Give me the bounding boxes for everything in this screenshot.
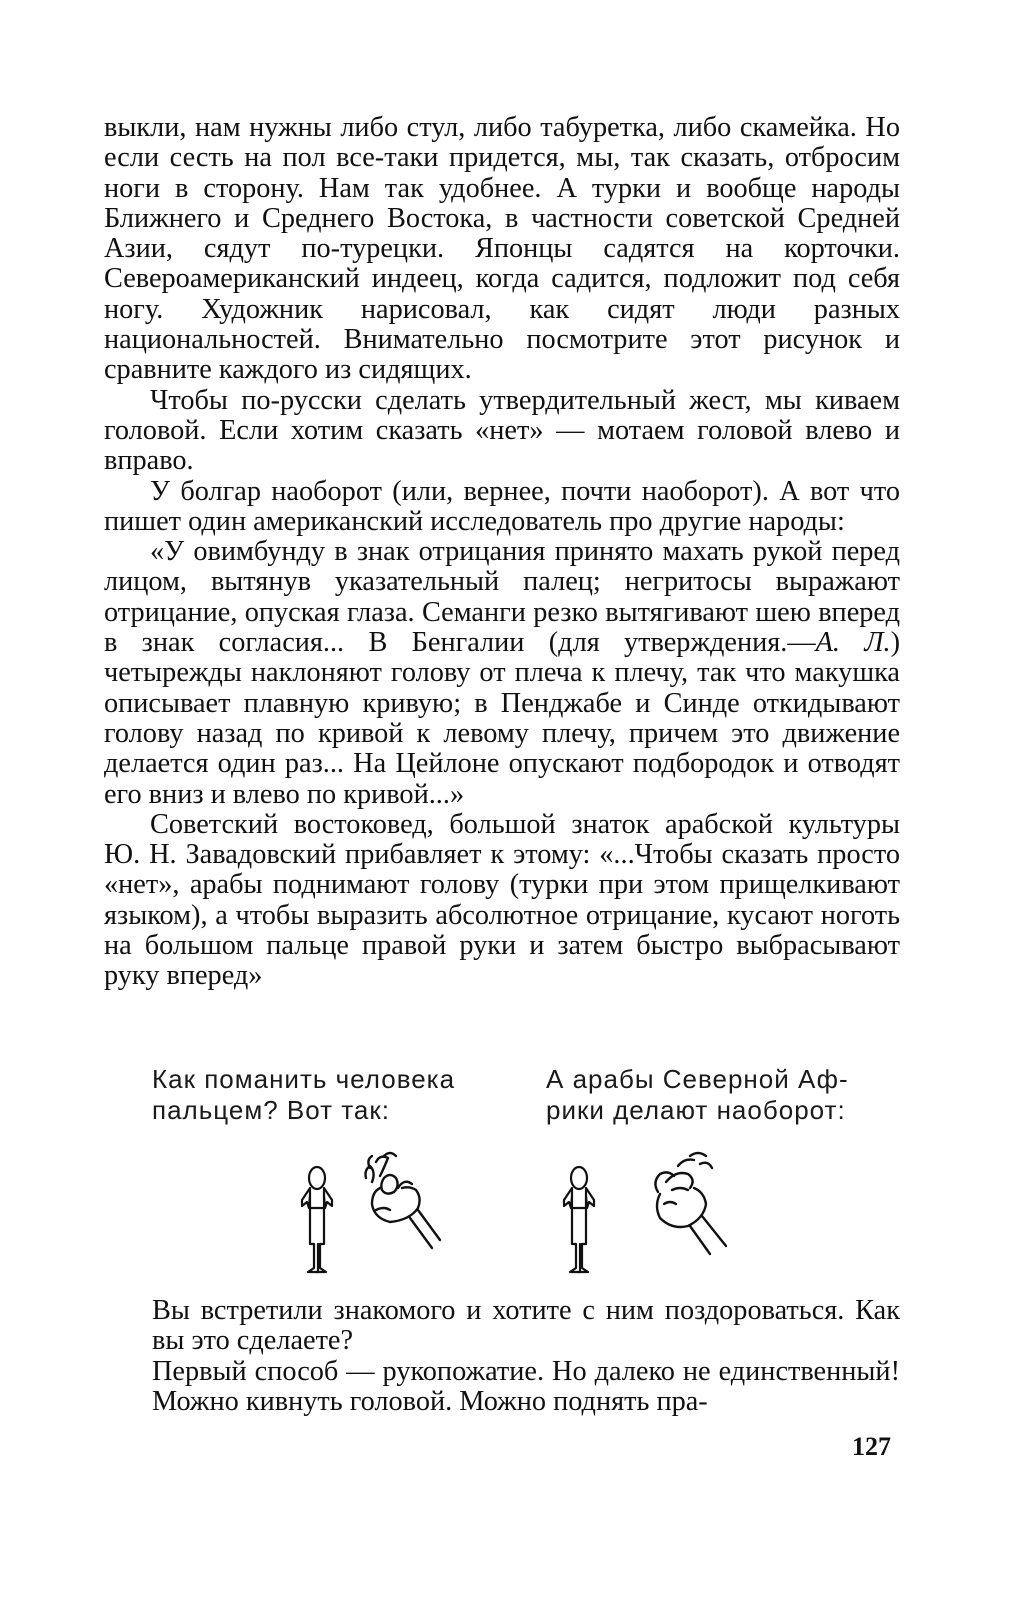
paragraph-quote [104,537,900,810]
caption-right-line-2: рики делают наоборот: [546,1095,846,1125]
person-icon-2 [564,1167,594,1272]
figure-captions [152,1064,892,1134]
gesture-illustration [280,1148,760,1288]
caption-left-line-2: пальцем? Вот так: [152,1095,390,1125]
quote-part-1: «У овимбунду в знак отрицания принято махать рукой перед лицом, вытянув указательный палец; негритосы выражают отрицание, опуская глаза. Семанги резко вытягивают шею вперед в знак согласия... В Бенгалии (для утверждения.— [104,536,900,659]
caption-left-line-1: Как поманить человека [152,1064,456,1094]
person-icon [302,1167,332,1272]
paragraph-5: Советский востоковед, большой знаток арабской культуры Ю. Н. Завадовский прибавляет к этому: «...Чтобы сказать просто «нет», арабы поднимают голову (турки при этом прищелкивают языком), а чтобы выразить абсолютное отрицание, кусают ноготь на большом пальце правой руки и затем быстро выбрасывают руку вперед» [104,808,900,992]
gesture-illustration-svg [280,1148,760,1288]
beckoning-hand-reverse-icon [655,1153,726,1254]
paragraph-7: Первый способ — рукопожатие. Но далеко не единственный! Можно кивнуть головой. Можно поднять пра- [152,1355,900,1417]
caption-right-line-1: А арабы Северной Аф- [546,1064,849,1094]
paragraph-6: Вы встретили знакомого и хотите с ним поздороваться. Как вы это сделаете? [152,1295,900,1357]
paragraph-2: Чтобы по-русски сделать утвердительный жест, мы киваем головой. Если хотим сказать «нет» — мотаем головой влево и вправо. [104,384,900,477]
main-text [104,113,900,992]
page-number: 127 [852,1432,891,1461]
caption-left [152,1064,492,1126]
paragraph-1: выкли, нам нужны либо стул, либо табуретка, либо скамейка. Но если сесть на пол все-таки придется, мы, так сказать, отбросим ноги в сторону. Нам так удобнее. А турки и вообще народы Ближнего и Среднего Востока, в частности советской Средней Азии, сядут по-турецки. Японцы садятся на корточки. Североамериканский индеец, когда садится, подложит под себя ногу. Художник нарисовал, как сидят люди разных национальностей. Внимательно посмотрите этот рисунок и сравните каждого из сидящих. [104,112,900,386]
paragraph-3: У болгар наоборот (или, вернее, почти наоборот). А вот что пишет один американский исследователь про другие народы: [104,475,900,537]
quote-author-initials: А. Л. [815,627,891,659]
lower-text [152,1296,900,1417]
beckoning-hand-icon [366,1153,441,1248]
quote-part-2: ) четырежды наклоняют голову от плеча к плечу, так что макушка описывает плавную кривую; в Пенджабе и Синде откидывают голову назад по кривой к левому плечу, причем это движение делается один раз... На Цейлоне опускают подбородок и отводят его вниз и влево по кривой...» [104,627,900,810]
caption-right [546,1064,886,1126]
